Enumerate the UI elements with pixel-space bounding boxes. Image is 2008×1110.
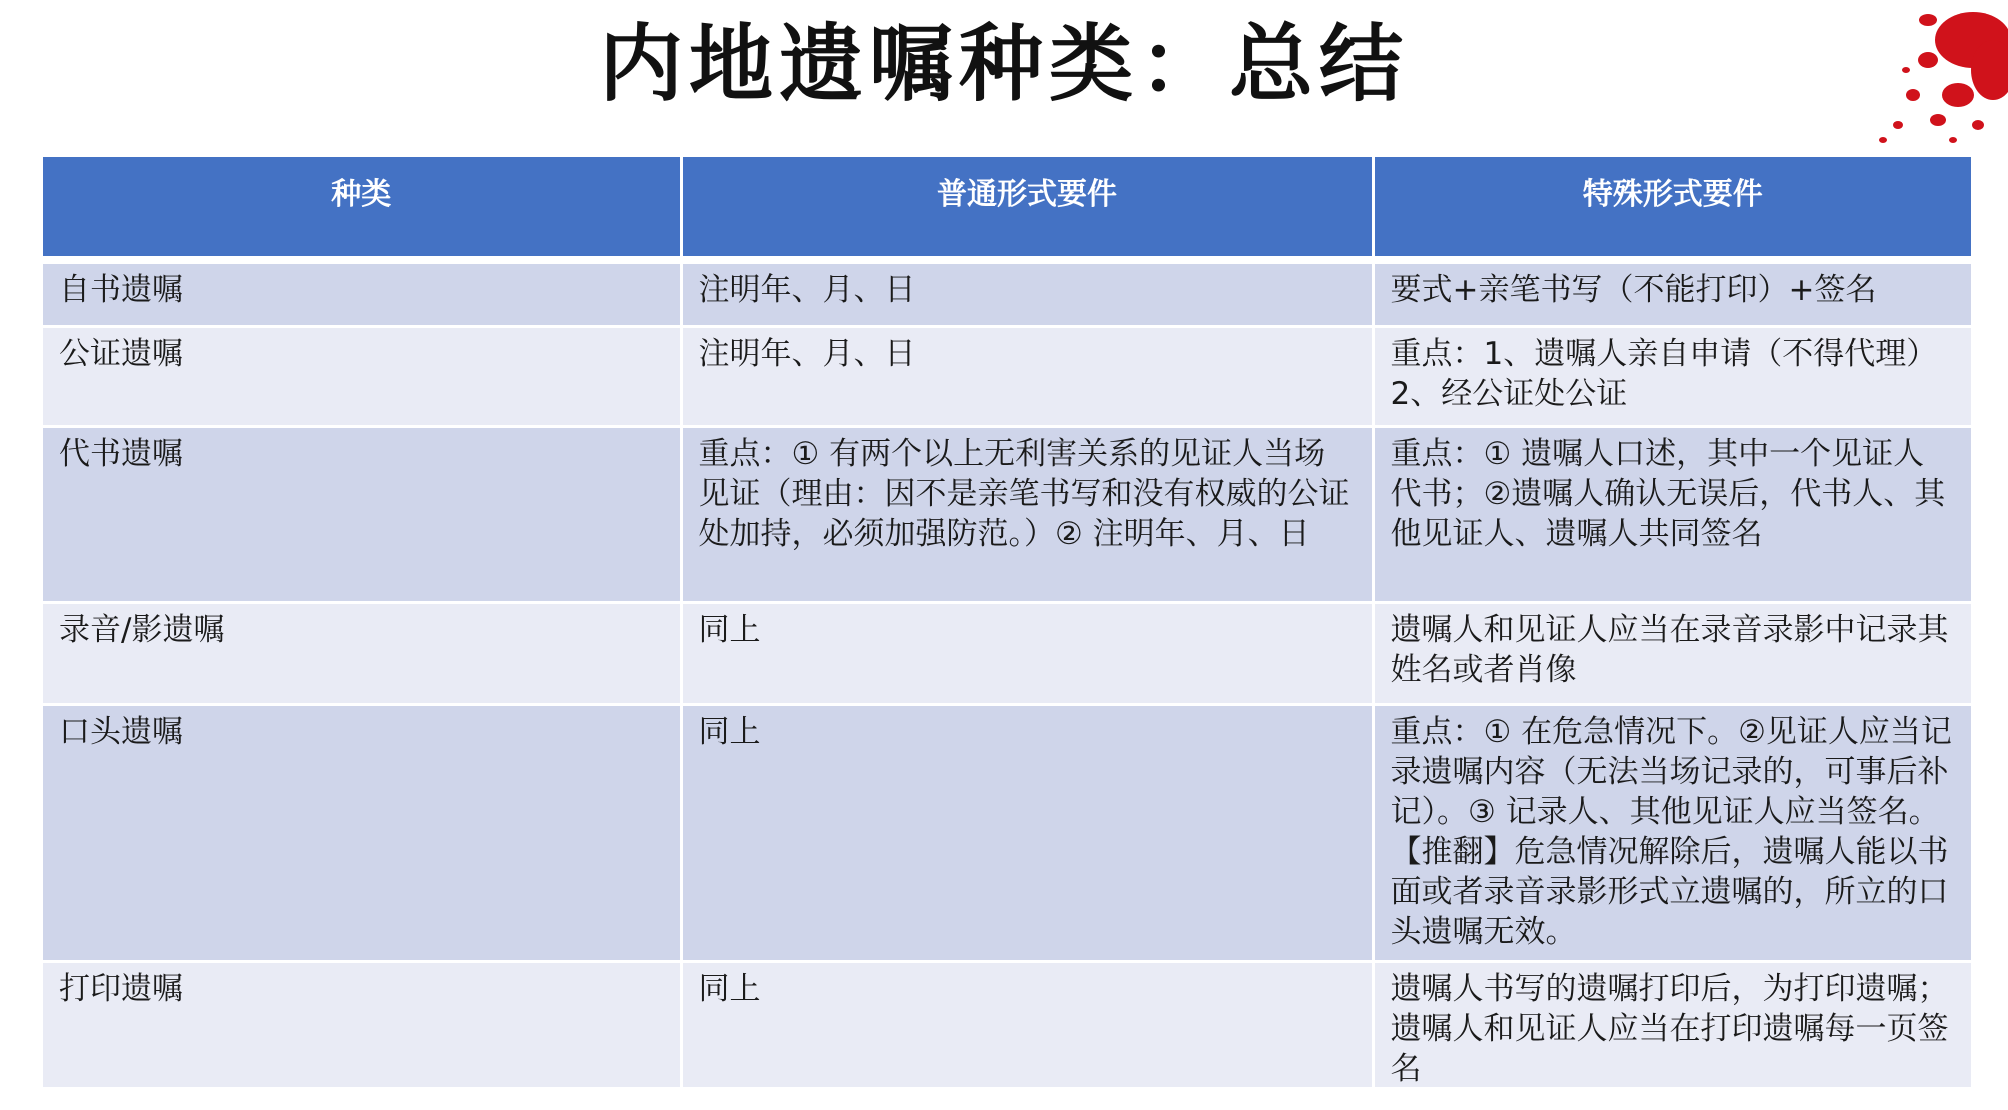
header-type: 种类 (43, 157, 681, 260)
cell-general: 同上 (681, 704, 1373, 961)
cell-type: 自书遗嘱 (43, 260, 681, 326)
cell-special: 要式+亲笔书写（不能打印）+签名 (1373, 260, 1971, 326)
header-special-requirements: 特殊形式要件 (1373, 157, 1971, 260)
cell-general: 重点：① 有两个以上无利害关系的见证人当场见证（理由：因不是亲笔书写和没有权威的公证处加持，必须加强防范。）② 注明年、月、日 (681, 426, 1373, 602)
cell-type: 代书遗嘱 (43, 426, 681, 602)
will-types-table-container (43, 157, 1971, 1087)
cell-general: 注明年、月、日 (681, 326, 1373, 426)
table-row (43, 961, 1971, 1087)
ink-splatter-decoration (1778, 0, 2008, 160)
cell-type: 口头遗嘱 (43, 704, 681, 961)
cell-special: 重点：① 遗嘱人口述，其中一个见证人代书；②遗嘱人确认无误后，代书人、其他见证人、遗嘱人共同签名 (1373, 426, 1971, 602)
table-row (43, 704, 1971, 961)
cell-special: 重点：① 在危急情况下。②见证人应当记录遗嘱内容（无法当场记录的，可事后补记）。③ 记录人、其他见证人应当签名。【推翻】危急情况解除后，遗嘱人能以书面或者录音录影形式立遗嘱的，所立的口头遗嘱无效。 (1373, 704, 1971, 961)
cell-type: 公证遗嘱 (43, 326, 681, 426)
cell-type: 打印遗嘱 (43, 961, 681, 1087)
cell-general: 同上 (681, 961, 1373, 1087)
cell-special: 遗嘱人书写的遗嘱打印后，为打印遗嘱；遗嘱人和见证人应当在打印遗嘱每一页签名 (1373, 961, 1971, 1087)
header-general-requirements: 普通形式要件 (681, 157, 1373, 260)
table-row (43, 426, 1971, 602)
page-title: 内地遗嘱种类：总结 (598, 15, 1409, 113)
table-row (43, 260, 1971, 326)
table-row (43, 326, 1971, 426)
cell-general: 同上 (681, 602, 1373, 704)
cell-special: 重点：1、遗嘱人亲自申请（不得代理）2、经公证处公证 (1373, 326, 1971, 426)
table-header-row (43, 157, 1971, 260)
will-types-table (43, 157, 1971, 1087)
cell-special: 遗嘱人和见证人应当在录音录影中记录其姓名或者肖像 (1373, 602, 1971, 704)
cell-general: 注明年、月、日 (681, 260, 1373, 326)
table-row (43, 602, 1971, 704)
cell-type: 录音/影遗嘱 (43, 602, 681, 704)
